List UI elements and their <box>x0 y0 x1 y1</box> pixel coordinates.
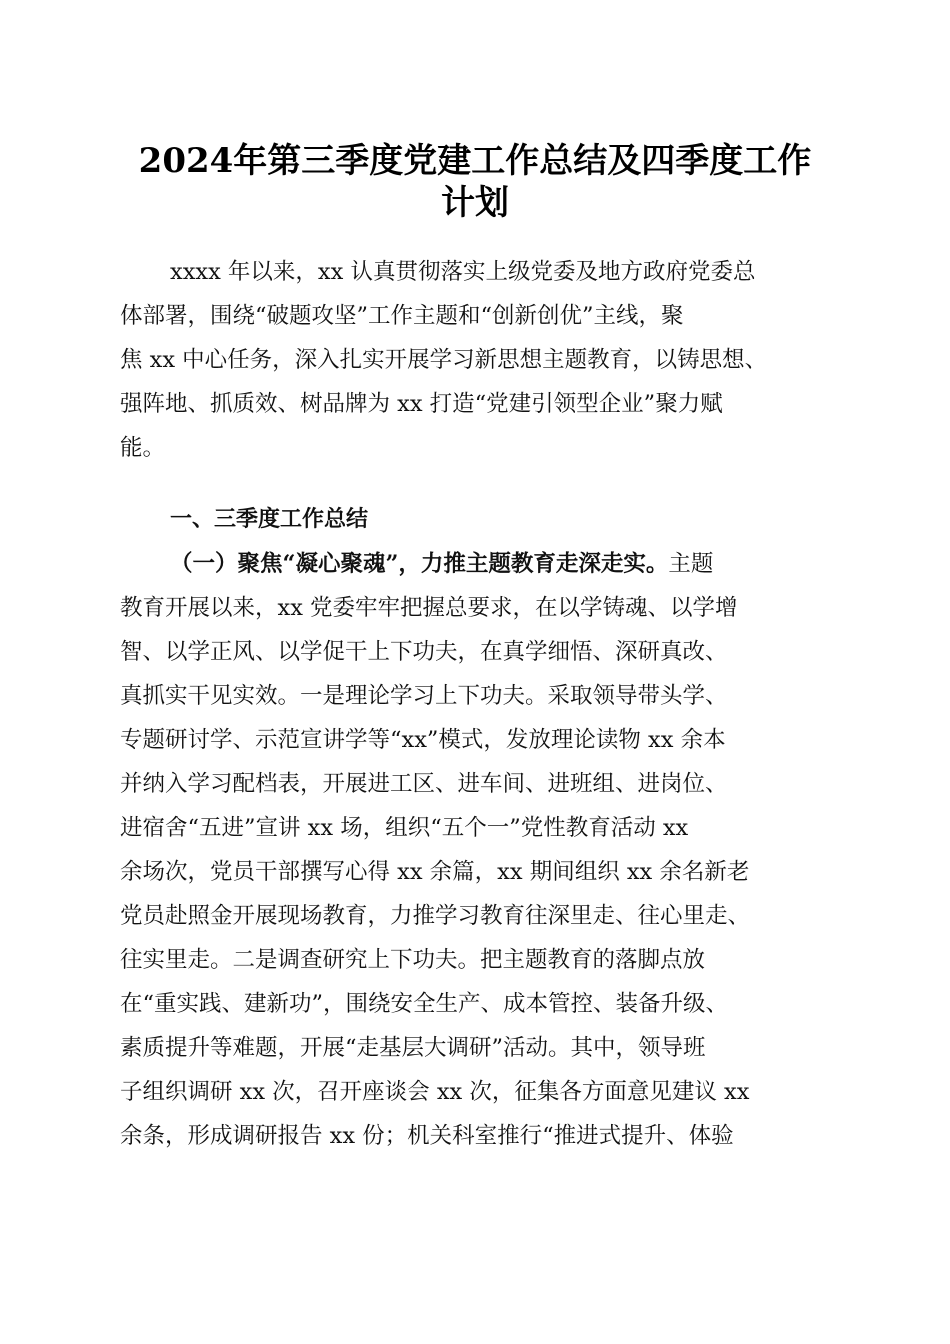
paragraph-line: 焦 xx 中心任务，深入扎实开展学习新思想主题教育，以铸思想、 <box>120 347 768 373</box>
paragraph-line: 体部署，围绕“破题攻坚”工作主题和“创新创优”主线，聚 <box>120 303 684 329</box>
paragraph-line: xxxx 年以来，xx 认真贯彻落实上级党委及地方政府党委总 <box>170 259 756 285</box>
section-1-paragraph <box>120 542 840 1162</box>
paragraph-line: 余场次，党员干部撰写心得 xx 余篇，xx 期间组织 xx 余名新老 <box>120 859 750 885</box>
paragraph-line: 能。 <box>120 435 166 461</box>
paragraph-line: 进宿舍“五进”宣讲 xx 场，组织“五个一”党性教育活动 xx <box>120 815 689 841</box>
paragraph-line: 专题研讨学、示范宣讲学等“xx”模式，发放理论读物 xx 余本 <box>120 727 726 753</box>
paragraph-line: 子组织调研 xx 次，召开座谈会 xx 次，征集各方面意见建议 xx <box>120 1079 750 1105</box>
paragraph-line: 真抓实干见实效。一是理论学习上下功夫。采取领导带头学、 <box>120 683 728 709</box>
paragraph-line: 强阵地、抓质效、树品牌为 xx 打造“党建引领型企业”聚力赋 <box>120 391 723 417</box>
paragraph-line: 教育开展以来，xx 党委牢牢把握总要求，在以学铸魂、以学增 <box>120 595 738 621</box>
document-title-line-1: 2024年第三季度党建工作总结及四季度工作 <box>138 141 812 181</box>
subsection-first-line <box>170 542 713 586</box>
paragraph-line: 在“重实践、建新功”，围绕安全生产、成本管控、装备升级、 <box>120 991 729 1017</box>
document-title-line-2: 计划 <box>441 183 509 223</box>
section-1-heading: 一、三季度工作总结 <box>170 507 369 532</box>
section-heading <box>120 498 840 542</box>
paragraph-line: 往实里走。二是调查研究上下功夫。把主题教育的落脚点放 <box>120 947 706 973</box>
paragraph-line: 党员赴照金开展现场教育，力推学习教育往深里走、往心里走、 <box>120 903 751 929</box>
subsection-1-text-start: 主题 <box>668 551 714 577</box>
paragraph-line: 余条，形成调研报告 xx 份；机关科室推行“推进式提升、体验 <box>120 1123 734 1149</box>
subsection-1-heading: （一）聚焦“凝心聚魂”，力推主题教育走深走实。 <box>170 551 669 577</box>
paragraph-line: 素质提升等难题，开展“走基层大调研”活动。其中，领导班 <box>120 1035 706 1061</box>
paragraph-line: 智、以学正风、以学促干上下功夫，在真学细悟、深研真改、 <box>120 639 728 665</box>
paragraph-line: 并纳入学习配档表，开展进工区、进车间、进班组、进岗位、 <box>120 771 728 797</box>
intro-paragraph <box>120 250 840 494</box>
